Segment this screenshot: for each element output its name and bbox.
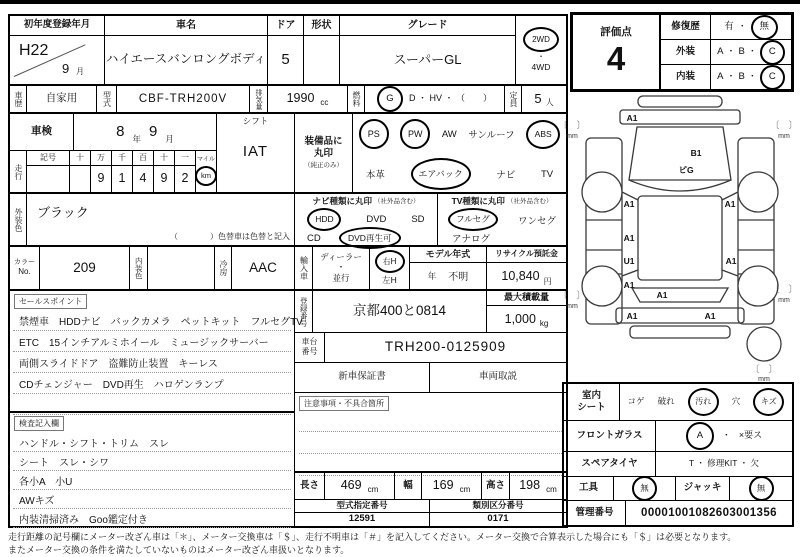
chassis-label-1: 車台 xyxy=(301,337,318,347)
warranty-cell: 新車保証書 xyxy=(295,363,430,393)
navi-cd: CD xyxy=(307,232,321,244)
mileage-col-100 xyxy=(133,151,154,194)
mgmt-no-value: 00001001082603001356 xyxy=(641,506,777,519)
inspector-line: AWキズ xyxy=(13,490,291,509)
reg-date-value xyxy=(10,36,105,86)
reg-month: 9 xyxy=(62,61,70,76)
ac-value: AAC xyxy=(232,247,295,291)
fuel-options: D ・ HV ・ （ ） xyxy=(408,93,492,104)
seat-yogore-circled: 汚れ xyxy=(688,388,719,416)
footnote xyxy=(8,531,796,557)
registration-value: 京都400と0814 xyxy=(313,291,487,333)
score-box xyxy=(570,12,794,92)
chassis-label xyxy=(295,333,325,363)
tv-row-1 xyxy=(438,210,566,229)
sales-line-empty xyxy=(13,394,291,415)
tv-fullseg-circled: フルセグ xyxy=(448,208,498,231)
seat-koge: コゲ xyxy=(627,396,645,407)
width-number: 169 xyxy=(432,478,454,493)
digit-value: 1 xyxy=(118,171,126,186)
damage-label: ピG xyxy=(678,165,694,175)
vehicle-diagram xyxy=(558,92,798,382)
drive-2wd-circled: 2WD xyxy=(523,27,559,52)
seat-label-1: 室内 xyxy=(581,390,601,402)
dot: ・ xyxy=(747,46,757,57)
history-label: 車歴 xyxy=(10,86,27,114)
height-number: 198 xyxy=(519,478,541,493)
score-cell xyxy=(573,15,661,89)
shaken-value xyxy=(74,114,217,151)
equipment-row-1 xyxy=(353,114,566,154)
capacity-label: 定員 xyxy=(505,86,522,114)
mm-unit: mm xyxy=(778,133,790,140)
digit-value: 4 xyxy=(139,171,147,186)
caution-line-empty xyxy=(299,432,562,454)
tv-type-cell xyxy=(438,194,566,247)
mileage-col-10k xyxy=(91,151,112,194)
dot: ・ xyxy=(726,46,736,57)
import-dot: ・ xyxy=(336,262,346,273)
front-left-wheel xyxy=(582,172,622,212)
equipment-label-cell xyxy=(295,114,353,194)
interior-grade-options xyxy=(711,65,791,89)
equip-leather: 本革 xyxy=(365,170,385,181)
equip-abs-circled: ABS xyxy=(526,120,560,149)
navi-hdd-circled: HDD xyxy=(307,208,341,231)
damage-label: A1 xyxy=(623,280,635,290)
mm-unit: mm xyxy=(566,303,578,310)
repair-yes: 有 xyxy=(724,20,734,32)
body-color-label: 外装色 xyxy=(10,194,27,247)
windshield-a-circled: A xyxy=(686,422,714,450)
equip-tv: TV xyxy=(540,168,554,180)
model-year-prefix: 年 xyxy=(427,271,437,282)
recycle-value xyxy=(487,263,566,291)
damage-label: A1 xyxy=(724,199,736,209)
interior-c-circled: C xyxy=(760,65,785,90)
seat-options xyxy=(620,384,792,421)
cm-unit: cm xyxy=(459,485,471,495)
equipment-label-3: （純正のみ） xyxy=(304,161,343,169)
fuel-value xyxy=(365,86,505,114)
caution-tab: 注意事項・不具合箇所 xyxy=(299,396,389,411)
mm-bracket: 〔 〕 xyxy=(558,120,586,130)
registration-label: 登録番号 xyxy=(295,291,313,333)
sales-points-tab: セールスポイント xyxy=(14,294,87,309)
digit-header: 万 xyxy=(91,151,111,166)
digit-header: 千 xyxy=(112,151,132,166)
rear-left-wheel xyxy=(582,266,622,306)
sales-line: CDチェンジャー DVD再生 ハロゲンランプ xyxy=(13,373,291,394)
mm-unit: mm xyxy=(758,376,770,382)
cm-unit: cm xyxy=(367,485,379,495)
equipment-items xyxy=(353,114,566,194)
tool-none-circled: 無 xyxy=(632,476,657,501)
mileage-symbol-header: 記号 xyxy=(27,151,69,166)
ac-label: 冷房 xyxy=(215,247,232,291)
equipment-label-1: 装備品に xyxy=(304,135,343,147)
import-label: 輸入車 xyxy=(295,247,313,291)
seat-label-2: シート xyxy=(577,401,606,413)
mileage-col-1k xyxy=(112,151,133,194)
mgmt-no-label: 管理番号 xyxy=(564,501,626,525)
digit-value: 9 xyxy=(160,171,168,186)
mileage-label: 走行 xyxy=(10,151,27,194)
tool-label: 工具 xyxy=(564,477,614,501)
jack-value-cell xyxy=(730,477,792,501)
tv-type-title: TV種類に丸印 xyxy=(451,196,505,207)
mileage-col-10 xyxy=(154,151,175,194)
condition-table xyxy=(562,382,794,527)
type-no-value: 12591 xyxy=(295,513,430,526)
capacity-unit: 人 xyxy=(545,98,554,108)
door-value: 5 xyxy=(268,36,304,86)
mm-unit: mm xyxy=(778,297,790,304)
digit-header: 百 xyxy=(133,151,153,166)
exterior-c-circled: C xyxy=(760,40,785,65)
interior-grade-label: 内装 xyxy=(661,65,711,89)
mileage-unit-col xyxy=(196,151,217,194)
kg-unit: kg xyxy=(539,319,549,329)
right-handle-circled: 右H xyxy=(375,250,405,273)
color-label-no: No. xyxy=(18,267,31,277)
shift-value: IAT xyxy=(242,143,269,160)
displacement-number: 1990 xyxy=(286,91,315,106)
score-label: 評価点 xyxy=(600,26,632,39)
length-number: 469 xyxy=(340,478,362,493)
drive-4wd: 4WD xyxy=(531,62,551,73)
manual-cell: 車両取説 xyxy=(430,363,566,393)
length-value xyxy=(325,473,395,500)
recycle-amount: 10,840 xyxy=(501,269,540,284)
displacement-unit: cc xyxy=(320,98,329,108)
windshield-arc xyxy=(629,180,731,191)
chassis-label-2: 番号 xyxy=(301,347,318,356)
inspector-line: ハンドル・シフト・トリム スレ xyxy=(13,433,291,452)
shaken-month: 9 xyxy=(149,122,158,140)
spare-tire xyxy=(747,327,781,361)
yen-unit: 円 xyxy=(543,277,552,287)
max-load-cell xyxy=(487,291,566,333)
max-load-value xyxy=(487,306,566,333)
displacement-value xyxy=(268,86,348,114)
class-no-header: 類別区分番号 xyxy=(430,500,566,513)
mm-bracket: 〔 〕 xyxy=(770,120,798,130)
class-no-value: 0171 xyxy=(487,513,509,525)
fuel-gas-circled: G xyxy=(377,86,403,112)
equip-sunroof: サンルーフ xyxy=(468,130,515,141)
sales-points-box xyxy=(10,291,303,413)
grade-b: B xyxy=(738,45,745,57)
sales-line: 両側スライドドア 盗難防止装置 キーレス xyxy=(13,352,291,373)
type-no-header: 型式指定番号 xyxy=(295,500,430,513)
shaken-year: 8 xyxy=(116,122,125,140)
import-dealer: ディーラー xyxy=(320,251,362,262)
mileage-col-1 xyxy=(175,151,196,194)
damage-label: A1 xyxy=(623,199,635,209)
seat-ana: 穴 xyxy=(731,396,741,407)
mm-unit: mm xyxy=(566,133,578,140)
left-handle: 左H xyxy=(382,275,397,286)
equip-pw-circled: PW xyxy=(400,119,430,149)
color-no-label xyxy=(10,247,40,291)
front-bumper xyxy=(620,110,740,124)
dot: ・ xyxy=(721,430,731,441)
tv-type-note: （社外品含む） xyxy=(506,198,553,206)
chassis-value: TRH200-0125909 xyxy=(325,333,566,363)
length-label: 長さ xyxy=(295,473,325,500)
repair-history-options xyxy=(711,15,791,40)
caution-box xyxy=(295,393,566,473)
windshield-options xyxy=(656,421,792,452)
equipment-label-2: 丸印 xyxy=(313,148,333,160)
navi-row-2 xyxy=(295,229,437,247)
footnote-line-2: またメーター交換の条件を満たしていないものはメーター改ざん車扱いとなります。 xyxy=(8,545,350,556)
jack-none-circled: 無 xyxy=(749,476,774,501)
inspector-notes-box xyxy=(10,413,295,526)
width-label: 幅 xyxy=(395,473,422,500)
main-form xyxy=(8,14,568,528)
model-code-value: CBF-TRH200V xyxy=(117,86,250,114)
shift-cell xyxy=(217,114,295,194)
shaken-year-unit: 年 xyxy=(132,133,141,144)
history-value: 自家用 xyxy=(27,86,97,114)
unfold-creases xyxy=(622,192,738,276)
repair-no-circled: 無 xyxy=(751,15,778,40)
shape-header: 形状 xyxy=(304,16,340,36)
car-name-header: 車名 xyxy=(105,16,268,36)
import-dealer-cell xyxy=(313,247,370,291)
repair-history-label: 修復歴 xyxy=(661,15,711,40)
recycle-header: リサイクル預託金 xyxy=(487,247,566,263)
roof xyxy=(638,196,722,280)
capacity-number: 5 xyxy=(534,90,542,106)
navi-type-header xyxy=(295,194,437,210)
model-year-header: モデル年式 xyxy=(410,247,486,263)
sales-line: 禁煙車 HDDナビ バックカメラ ペットキット フルセグTV xyxy=(13,311,291,331)
body-color-value: ブラック xyxy=(37,205,89,220)
door-header: ドア xyxy=(268,16,304,36)
mm-bracket: 〔 〕 xyxy=(558,290,586,300)
dot: ・ xyxy=(737,21,747,32)
seat-kizu-circled: キズ xyxy=(753,388,784,416)
model-year-value xyxy=(410,263,486,291)
navi-dvd-play-circled: DVD再生可 xyxy=(339,227,401,249)
rear-bumper-strip xyxy=(630,326,730,338)
navi-type-note: （社外品含む） xyxy=(374,198,420,206)
spare-tire-label: スペアタイヤ xyxy=(564,452,656,477)
tv-analog: アナログ xyxy=(452,234,491,245)
seat-label xyxy=(564,384,620,421)
inspector-line: シート スレ・シワ xyxy=(13,452,291,471)
fuel-label: 燃料 xyxy=(348,86,365,114)
body-color-note: （ ）色替車は色替と記入 xyxy=(170,232,290,241)
inspector-notes-tab: 検査記入欄 xyxy=(14,416,64,431)
digit-header: 十 xyxy=(70,151,90,166)
height-value xyxy=(510,473,566,500)
grade-b: B xyxy=(738,70,745,82)
footnote-line-1: 走行距離の記号欄にメーター改ざん車は「＊」、メーター交換車は「＄」、走行不明車は「＃」を記入してください。メーター交換で合算表示した場合にも「＄」は必要となります。 xyxy=(8,532,737,542)
drive-dot: ・ xyxy=(537,52,545,62)
mm-bracket: 〔 〕 xyxy=(770,284,798,294)
spare-tire-options: T ・ 修理KIT ・ 欠 xyxy=(656,452,792,477)
damage-label: U1 xyxy=(623,256,635,266)
digit-value xyxy=(70,166,90,192)
model-code-label: 型式 xyxy=(97,86,117,114)
rear-gate xyxy=(632,288,728,302)
mileage-symbol-col xyxy=(27,151,70,194)
dot: ・ xyxy=(747,71,757,82)
interior-color-label: 内装色 xyxy=(130,247,148,291)
model-year-unknown: 不明 xyxy=(448,271,469,283)
displacement-label: 排気量 xyxy=(250,86,268,114)
digit-header: 十 xyxy=(154,151,174,166)
grade-a: A xyxy=(717,45,724,57)
tool-value-cell xyxy=(614,477,676,501)
digit-header: 一 xyxy=(175,151,195,166)
seat-yabure: 破れ xyxy=(657,396,675,407)
model-year-cell xyxy=(410,247,487,291)
km-circled: km xyxy=(195,166,217,186)
reg-year: H22 xyxy=(19,42,49,59)
color-label-kana: カラー xyxy=(14,258,35,266)
digit-value: 2 xyxy=(181,171,189,186)
inspector-line: 各小A 小U xyxy=(13,471,291,490)
navi-type-cell xyxy=(295,194,438,247)
damage-label: A1 xyxy=(626,311,638,321)
shift-label: シフト xyxy=(242,116,269,126)
reg-month-unit: 月 xyxy=(76,67,84,76)
cm-unit: cm xyxy=(546,485,557,495)
equip-navi: ナビ xyxy=(496,170,516,181)
front-bumper-strip xyxy=(638,96,722,107)
width-value xyxy=(422,473,482,500)
drive-type-cell xyxy=(516,16,566,86)
height-label: 高さ xyxy=(482,473,510,500)
navi-sd: SD xyxy=(411,214,425,225)
shape-value xyxy=(304,36,340,86)
import-parallel: 並行 xyxy=(332,272,350,283)
body-color-cell xyxy=(27,194,295,247)
dot: ・ xyxy=(726,71,736,82)
sales-line: ETC 15インチアルミホイール ミュージックサーバー xyxy=(13,331,291,352)
inspector-line: 内装清掃済み Goo鑑定付き xyxy=(13,509,291,528)
max-load-header: 最大積載量 xyxy=(487,291,566,306)
exterior-grade-options xyxy=(711,40,791,65)
recycle-cell xyxy=(487,247,566,291)
damage-label: A1 xyxy=(725,256,737,266)
front-right-wheel xyxy=(738,172,778,212)
damage-label: A1 xyxy=(704,311,716,321)
car-name-value: ハイエースバンロングボディ xyxy=(105,36,268,86)
mileage-col-100k xyxy=(70,151,91,194)
windshield-x: ×要ス xyxy=(738,430,763,441)
grade-value: スーパーGL xyxy=(340,36,516,86)
equip-ps-circled: PS xyxy=(359,119,389,149)
reg-date-header: 初年度登録年月 xyxy=(10,16,105,36)
shaken-month-unit: 月 xyxy=(165,133,174,144)
caution-line-empty xyxy=(299,413,562,432)
exterior-grade-label: 外装 xyxy=(661,40,711,65)
color-no-value: 209 xyxy=(40,247,130,291)
navi-dvd: DVD xyxy=(366,214,387,225)
damage-label: B1 xyxy=(690,148,702,158)
grade-header: グレード xyxy=(340,16,516,36)
grade-a: A xyxy=(717,70,724,82)
interior-color-value xyxy=(148,247,215,291)
damage-label: A1 xyxy=(626,113,638,123)
navi-type-title: ナビ種類に丸印 xyxy=(312,196,372,207)
shaken-label: 車検 xyxy=(10,114,74,151)
score-value: 4 xyxy=(606,39,626,77)
mm-bracket: 〔 〕 xyxy=(750,364,778,374)
handle-cell xyxy=(370,247,410,291)
equipment-row-2 xyxy=(353,154,566,194)
tv-type-header xyxy=(438,194,566,210)
equip-airbag-circled: エアバック xyxy=(411,158,471,190)
digit-value: 9 xyxy=(97,171,105,186)
equip-aw: AW xyxy=(441,128,457,140)
damage-label: A1 xyxy=(623,233,635,243)
damage-label: A1 xyxy=(656,290,668,300)
max-load-amount: 1,000 xyxy=(504,311,536,326)
tv-oneseg: ワンセグ xyxy=(517,215,556,227)
jack-label: ジャッキ xyxy=(676,477,730,501)
windshield-label: フロントガラス xyxy=(564,421,656,452)
mile-label: マイル xyxy=(197,157,215,164)
